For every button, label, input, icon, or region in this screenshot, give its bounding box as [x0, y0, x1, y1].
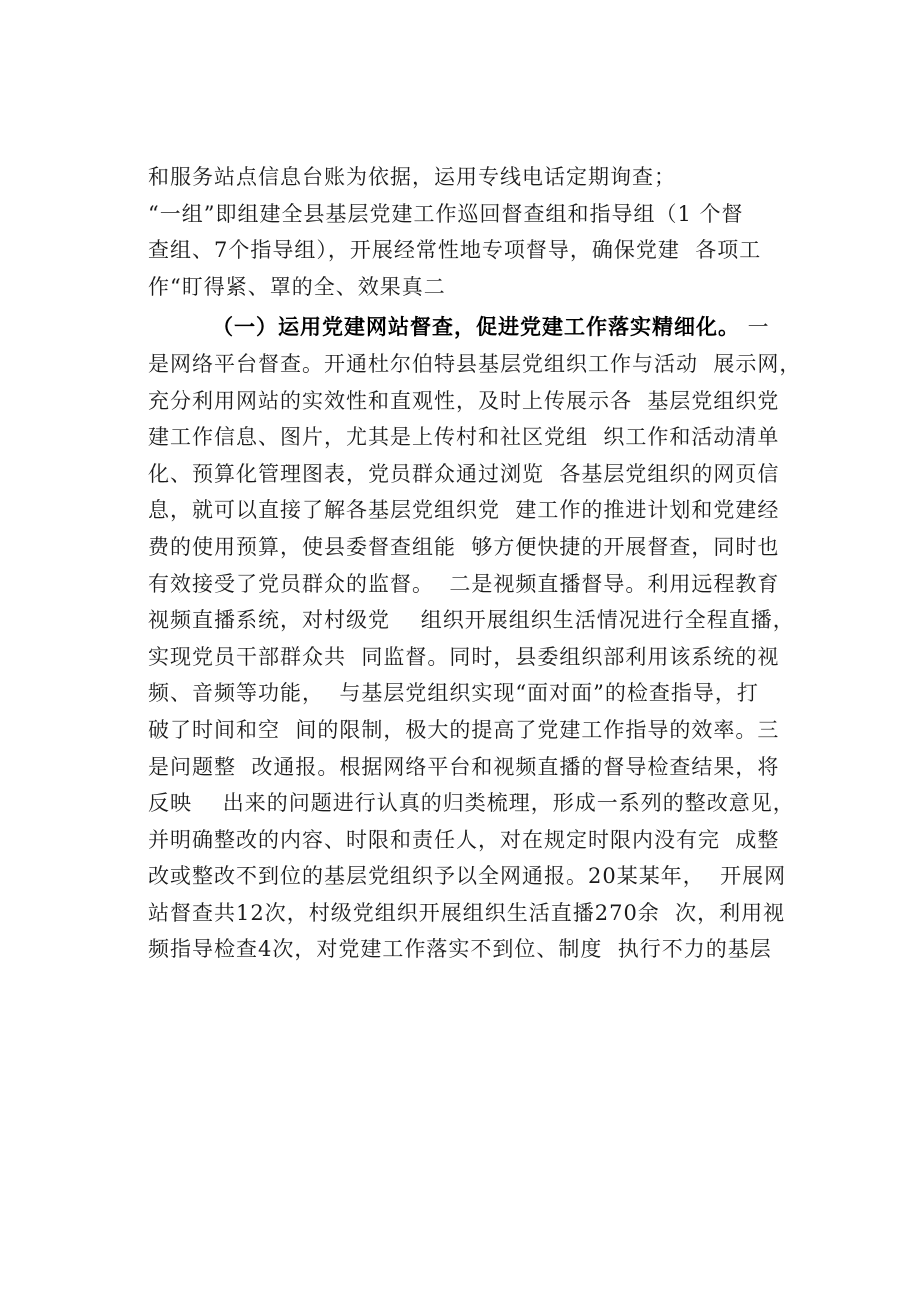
section-heading: （一）运用党建网站督查，促进党建工作落实精细化。 [212, 314, 740, 340]
text-line: 破了时间和空 间的限制，极大的提高了党建工作指导的效率。三 [148, 717, 780, 742]
text-line: 建工作信息、图片，尤其是上传村和社区党组 织工作和活动清单 [148, 425, 780, 450]
text-line: 是问题整 改通报。根据网络平台和视频直播的督导检查结果，将 [148, 754, 780, 779]
text-line: 频、音频等功能， 与基层党组织实现“面对面”的检查指导，打 [148, 681, 759, 706]
text-line: 改或整改不到位的基层党组织予以全网通报。20某某年， 开展网 [148, 864, 787, 889]
text-line: 充分利用网站的实效性和直观性，及时上传展示各 基层党组织党 [148, 388, 780, 413]
text-line: 反映 出来的问题进行认真的归类梳理，形成一系列的整改意见， [148, 791, 795, 816]
text-line: 化、预算化管理图表，党员群众通过浏览 各基层党组织的网页信 [148, 461, 780, 486]
document-body [148, 159, 828, 968]
section-heading-line [148, 309, 828, 346]
text-line: 站督查共12次，村级党组织开展组织生活直播270余 次，利用视 [148, 900, 786, 925]
text-line: 和服务站点信息台账为依据，运用专线电话定期询查； [148, 165, 676, 189]
text-line: 频指导检查4次，对党建工作落实不到位、制度 执行不力的基层 [148, 937, 772, 962]
text-line: 视频直播系统，对村级党 组织开展组织生活情况进行全程直播， [148, 608, 795, 633]
text-line: “一组”即组建全县基层党建工作巡回督查组和指导组（1 个督 [148, 201, 744, 226]
text-line: 实现党员干部群众共 同监督。同时，县委组织部利用该系统的视 [148, 644, 780, 669]
text-line: 是网络平台督查。开通杜尔伯特县基层党组织工作与活动 展示网， [148, 351, 802, 376]
text-line: 查组、7个指导组），开展经常性地专项督导，确保党建 各项工 [148, 238, 762, 263]
text-line: 有效接受了党员群众的监督。 二是视频直播督导。利用远程教育 [148, 571, 780, 596]
heading-tail-text: 一 [740, 315, 770, 340]
text-line: 费的使用预算，使县委督查组能 够方便快捷的开展督查，同时也 [148, 534, 780, 559]
text-line: 作“盯得紧、罩的全、效果真二 [148, 274, 446, 299]
text-line: 息，就可以直接了解各基层党组织党 建工作的推进计划和党建经 [148, 498, 780, 523]
text-line: 并明确整改的内容、时限和责任人，对在规定时限内没有完 成整 [148, 827, 780, 852]
